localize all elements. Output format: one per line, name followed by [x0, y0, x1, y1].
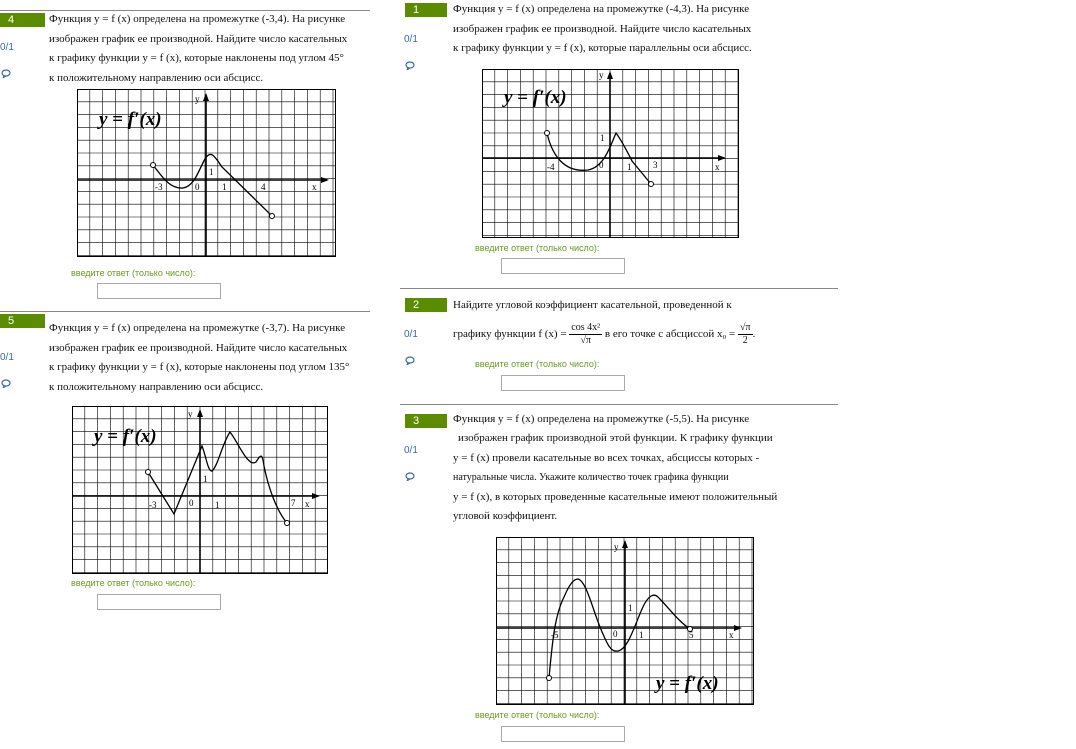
x-axis-label: x [312, 182, 317, 192]
question-line: изображен график производной этой функции. К графику функции [458, 432, 773, 445]
question-line: натуральные числа. Укажите количество точек графика функции [453, 472, 729, 484]
open-endpoint [547, 676, 552, 681]
comment-icon[interactable] [405, 356, 415, 365]
answer-hint: введите ответ (только число): [475, 710, 600, 720]
y-axis-label: y [599, 70, 604, 80]
tick-label: 1 [203, 474, 208, 484]
fraction [738, 322, 753, 347]
tick-label: 1 [639, 630, 644, 640]
question-line: к положительному направлению оси абсцисс. [49, 71, 264, 84]
open-endpoint [270, 214, 275, 219]
tick-label: 0 [195, 182, 200, 192]
derivative-graph-q1 [482, 69, 739, 238]
question-divider [400, 288, 838, 289]
x-axis-label: x [305, 499, 310, 509]
question-divider [400, 404, 838, 405]
answer-hint: введите ответ (только число): [475, 243, 600, 253]
tick-label: 0 [599, 160, 604, 170]
question-line: Функция y = f (x) определена на промежутке (-4,3). На рисунке [453, 3, 750, 15]
score-label: 0/1 [0, 352, 14, 363]
fraction-numerator: √π [740, 321, 751, 333]
answer-input[interactable] [501, 375, 625, 391]
question-1 [400, 0, 838, 60]
question-line: изображен график ее производной. Найдите число касательных [49, 32, 348, 45]
comment-icon[interactable] [1, 69, 11, 78]
comment-icon[interactable] [405, 472, 415, 481]
open-endpoint [146, 470, 151, 475]
question-number-badge: 3 [405, 414, 447, 428]
question-line: Функция y = f (x) определена на промежутке (-5,5). На рисунке [453, 413, 750, 425]
score-label: 0/1 [0, 42, 14, 53]
question-number-badge: 1 [405, 3, 447, 17]
tick-label: 1 [628, 603, 633, 613]
question-3 [400, 404, 838, 534]
x-axis-label: x [729, 630, 734, 640]
question-line: y = f (x), в которых проведенные касательные имеют положительный [453, 490, 778, 503]
question-text [453, 410, 838, 526]
graph-formula: y = f′(x) [656, 673, 719, 694]
derivative-graph-q5 [72, 406, 328, 574]
comment-icon[interactable] [405, 61, 415, 70]
tick-label: 0 [189, 498, 194, 508]
question-text [453, 296, 838, 347]
graph-formula: y = f′(x) [94, 426, 157, 447]
question-text [453, 0, 838, 59]
tick-label: 1 [627, 162, 632, 172]
question-line: Функция y = f (x) определена на промежутке (-3,4). На рисунке [49, 13, 346, 25]
answer-input[interactable] [501, 726, 625, 742]
x-axis-label: x [715, 162, 720, 172]
fraction-numerator: cos 4x² [571, 321, 601, 333]
question-line: угловой коэффициент. [453, 510, 558, 523]
open-endpoint [285, 521, 290, 526]
fraction [569, 322, 602, 347]
tick-label: 5 [689, 630, 694, 640]
graph-formula: y = f′(x) [99, 109, 162, 130]
score-label: 0/1 [404, 34, 418, 45]
derivative-graph-q3 [496, 537, 754, 705]
question-line: Функция y = f (x) определена на промежутке (-3,7). На рисунке [49, 322, 346, 334]
question-line: к графику функции y = f (x), которые наклонены под углом 135° [49, 361, 350, 373]
open-endpoint [545, 131, 550, 136]
answer-input[interactable] [97, 594, 221, 610]
tick-label: 4 [261, 182, 266, 192]
tick-label: -3 [155, 182, 163, 192]
tick-label: 7 [291, 498, 296, 508]
score-label: 0/1 [404, 445, 418, 456]
question-line: графику функции f (x) = [453, 327, 567, 340]
question-number-badge: 2 [405, 298, 447, 312]
question-line: к положительному направлению оси абсцисс. [49, 380, 264, 393]
question-line: к графику функции y = f (x), которые параллельны оси абсцисс. [453, 42, 752, 54]
question-number-badge: 4 [0, 13, 45, 27]
tick-label: 1 [222, 182, 227, 192]
answer-input[interactable] [501, 258, 625, 274]
derivative-graph-q4 [77, 89, 336, 257]
question-line: y = f (x) провели касательные во всех точках, абсциссы которых - [453, 451, 760, 464]
open-endpoint [151, 163, 156, 168]
derivative-curve [153, 154, 272, 216]
question-line: Найдите угловой коэффициент касательной, проведенной к [453, 299, 732, 311]
question-divider [0, 311, 370, 312]
answer-hint: введите ответ (только число): [71, 578, 196, 588]
open-endpoint [649, 182, 654, 187]
question-formula-line [453, 322, 838, 347]
tick-label: -5 [551, 630, 559, 640]
fraction-denominator: √π [580, 334, 591, 346]
tick-label: 0 [613, 629, 618, 639]
question-line: в его точке с абсциссой x₀ = [604, 327, 736, 340]
question-line: изображен график ее производной. Найдите число касательных [453, 22, 752, 35]
question-text [49, 319, 370, 397]
question-number-badge: 5 [0, 314, 45, 328]
tick-label: 1 [209, 167, 214, 177]
y-axis-label: y [614, 542, 619, 552]
tick-label: -3 [149, 500, 157, 510]
tick-label: 1 [215, 500, 220, 510]
comment-icon[interactable] [1, 379, 11, 388]
answer-input[interactable] [97, 283, 221, 299]
tick-label: -4 [547, 162, 555, 172]
answer-hint: введите ответ (только число): [475, 359, 600, 369]
question-text [49, 10, 370, 88]
question-line: . [752, 327, 756, 340]
y-axis-label: y [195, 94, 200, 104]
y-axis-label: y [188, 409, 193, 419]
answer-hint: введите ответ (только число): [71, 268, 196, 278]
tick-label: 1 [600, 133, 605, 143]
score-label: 0/1 [404, 329, 418, 340]
question-line: изображен график ее производной. Найдите число касательных [49, 341, 348, 354]
question-line: к графику функции y = f (x), которые наклонены под углом 45° [49, 52, 344, 64]
fraction-denominator: 2 [742, 334, 748, 346]
tick-label: 3 [653, 160, 658, 170]
graph-formula: y = f′(x) [504, 87, 567, 108]
